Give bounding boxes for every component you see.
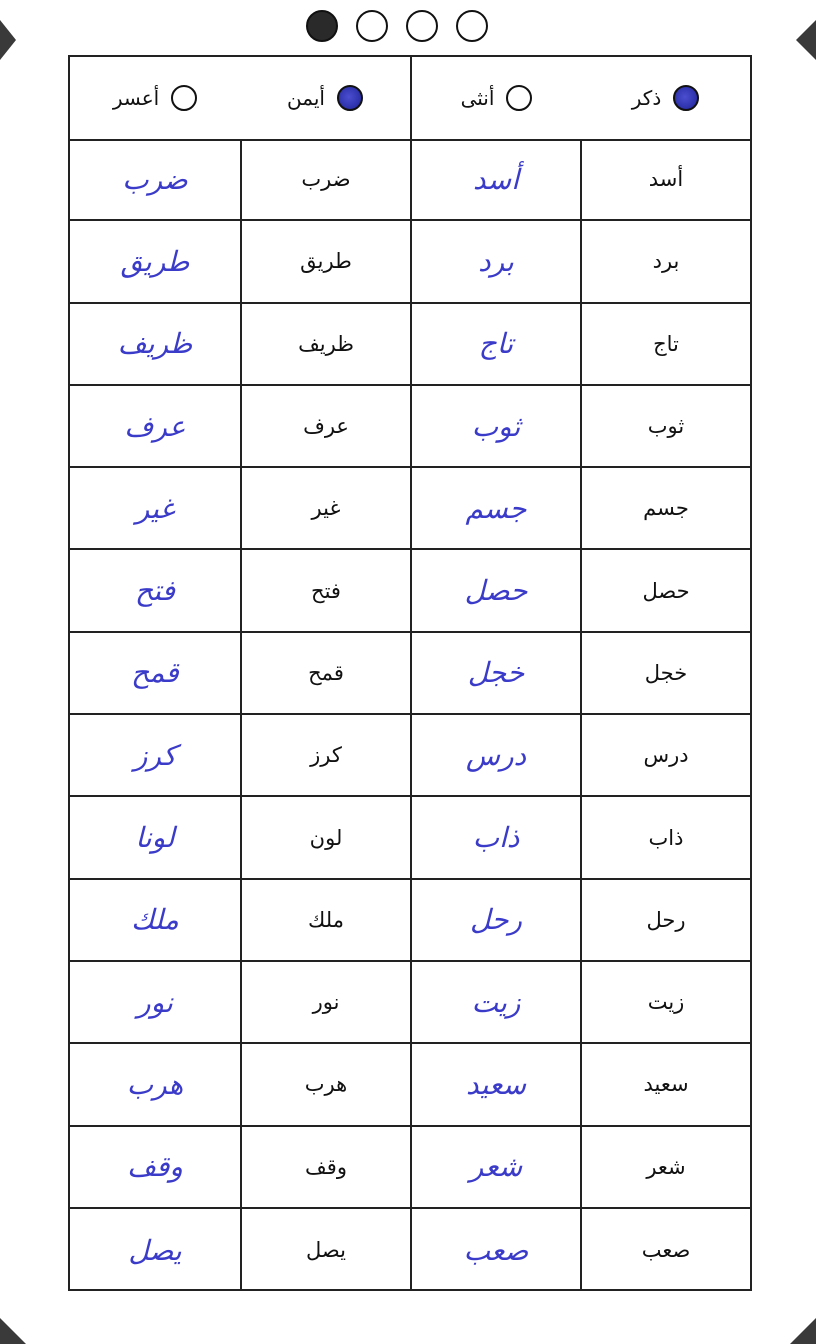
gender-female-label: أنثى [460,86,495,110]
progress-dot-3 [406,10,438,42]
handwritten-word-cell[interactable] [410,221,580,301]
printed-word-cell [240,1209,410,1291]
table-row [70,386,750,468]
hand-option-right[interactable] [240,57,410,139]
hand-option-left[interactable] [70,57,240,139]
printed-word: عرف [303,414,349,439]
handwritten-word-cell[interactable] [70,962,240,1042]
hand-right-label: أيمن [287,86,325,110]
handwritten-word-cell[interactable] [70,386,240,466]
handwritten-word: ثوب [471,409,521,443]
handwritten-word-cell[interactable] [70,797,240,877]
printed-word: طريق [300,249,352,274]
demographics-header [70,57,750,141]
handwritten-word: لونا [135,821,175,855]
handwritten-word: يصل [128,1233,182,1267]
table-row [70,633,750,715]
table-row [70,221,750,303]
handwritten-word-cell[interactable] [70,139,240,219]
handwritten-word: قمح [131,656,179,690]
printed-word-cell [240,633,410,713]
handwritten-word: شعر [469,1150,523,1184]
printed-word: درس [643,743,689,768]
handwritten-word-cell[interactable] [70,550,240,630]
table-row [70,880,750,962]
printed-word-cell [240,304,410,384]
handwritten-word: صعب [463,1233,529,1267]
handwritten-word-cell[interactable] [70,1127,240,1207]
printed-word: ملك [308,907,344,932]
handwritten-word-cell[interactable] [70,633,240,713]
printed-word-cell [240,468,410,548]
handwritten-word-cell[interactable] [70,1209,240,1291]
handwritten-word: ظريف [117,327,193,361]
printed-word-cell [580,1127,750,1207]
handwritten-word-cell[interactable] [410,633,580,713]
printed-word: كرز [310,743,342,768]
printed-word: سعيد [643,1072,689,1097]
handwritten-word: طريق [120,244,190,278]
handwritten-word-cell[interactable] [410,304,580,384]
table-row [70,139,750,221]
gender-option-female[interactable] [412,57,581,139]
printed-word-cell [580,468,750,548]
printed-word: غير [311,496,341,521]
printed-word-cell [580,304,750,384]
handwritten-word: ضرب [122,162,188,196]
handedness-group [70,57,410,139]
handwritten-word-cell[interactable] [70,880,240,960]
handwritten-word: نور [137,985,173,1019]
progress-dot-2 [356,10,388,42]
handwritten-word-cell[interactable] [410,962,580,1042]
handwritten-word: رحل [469,903,523,937]
handwritten-word-cell[interactable] [410,715,580,795]
radio-icon[interactable] [673,85,699,111]
handwritten-word: تاج [478,327,514,361]
corner-marker-bottom-right [790,1318,816,1344]
progress-dot-1 [306,10,338,42]
handwritten-word-cell[interactable] [410,1127,580,1207]
handwritten-word: برد [478,244,514,278]
table-row [70,797,750,879]
printed-word: حصل [642,578,690,603]
printed-word: يصل [306,1238,346,1262]
printed-word: فتح [311,578,341,603]
table-row [70,962,750,1044]
printed-word-cell [580,1044,750,1124]
printed-word: ضرب [301,167,351,192]
handwritten-word-cell[interactable] [410,880,580,960]
printed-word-cell [580,221,750,301]
printed-word-cell [580,797,750,877]
corner-marker-bottom-left [0,1318,26,1344]
handwritten-word-cell[interactable] [70,715,240,795]
handwritten-word: وقف [127,1150,183,1184]
table-row [70,1127,750,1209]
printed-word: رحل [646,907,686,932]
handwritten-word-cell[interactable] [70,304,240,384]
printed-word-cell [580,880,750,960]
printed-word: شعر [646,1154,686,1179]
corner-marker-top-left [0,20,16,60]
radio-icon[interactable] [337,85,363,111]
handwritten-word-cell[interactable] [410,797,580,877]
printed-word: قمح [308,660,344,685]
handwritten-word: خجل [467,656,525,690]
printed-word-cell [240,386,410,466]
printed-word: أسد [648,167,684,192]
printed-word-cell [580,962,750,1042]
printed-word-cell [240,715,410,795]
handwritten-word: حصل [464,574,528,608]
handwritten-word: غير [135,491,175,525]
printed-word-cell [580,386,750,466]
handwritten-word: سعيد [465,1067,527,1101]
printed-word-cell [580,1209,750,1291]
printed-word: وقف [305,1154,347,1179]
handwritten-word-cell[interactable] [70,221,240,301]
printed-word: ظريف [298,331,354,356]
handwritten-word: أسد [473,162,519,196]
printed-word: ذاب [648,825,684,850]
printed-word-cell [240,1127,410,1207]
handwritten-word: درس [465,738,527,772]
radio-icon[interactable] [506,85,532,111]
printed-word: خجل [644,660,688,685]
table-row [70,304,750,386]
printed-word-cell [240,221,410,301]
handwritten-word-cell[interactable] [410,550,580,630]
gender-male-label: ذكر [631,86,662,110]
word-grid [70,139,750,1291]
printed-word: برد [652,249,680,274]
printed-word-cell [240,880,410,960]
progress-dot-4 [456,10,488,42]
handwritten-word: ملك [131,903,179,937]
handwritten-word-cell[interactable] [70,1044,240,1124]
printed-word: نور [312,990,340,1015]
printed-word: هرب [304,1072,348,1097]
printed-word-cell [240,797,410,877]
handwritten-word: زيت [471,985,521,1019]
printed-word-cell [240,139,410,219]
printed-word: لون [309,825,343,850]
radio-icon[interactable] [171,85,197,111]
handwritten-word: كرز [133,738,177,772]
handwritten-word-cell[interactable] [410,386,580,466]
printed-word: جسم [643,496,689,521]
handwritten-word-cell[interactable] [410,1044,580,1124]
handwriting-worksheet [68,55,752,1291]
printed-word-cell [240,1044,410,1124]
handwritten-word-cell[interactable] [410,1209,580,1291]
handwritten-word: هرب [126,1067,184,1101]
table-row [70,1209,750,1291]
table-row [70,550,750,632]
printed-word-cell [580,550,750,630]
printed-word-cell [580,715,750,795]
handwritten-word-cell[interactable] [70,468,240,548]
handwritten-word-cell[interactable] [410,139,580,219]
handwritten-word: فتح [135,574,175,608]
handwritten-word: عرف [124,409,186,443]
page-progress-indicator [306,6,516,46]
printed-word: تاج [653,331,679,356]
handwritten-word: جسم [465,491,527,525]
printed-word: ثوب [647,414,685,439]
gender-group [410,57,750,139]
table-row [70,715,750,797]
table-row [70,468,750,550]
printed-word-cell [580,633,750,713]
handwritten-word-cell[interactable] [410,468,580,548]
handwritten-word: ذاب [472,821,520,855]
table-row [70,1044,750,1126]
gender-option-male[interactable] [581,57,750,139]
hand-left-label: أعسر [112,86,160,110]
corner-marker-top-right [796,20,816,60]
printed-word: زيت [647,990,685,1015]
printed-word-cell [580,139,750,219]
printed-word-cell [240,962,410,1042]
printed-word: صعب [641,1238,691,1262]
printed-word-cell [240,550,410,630]
